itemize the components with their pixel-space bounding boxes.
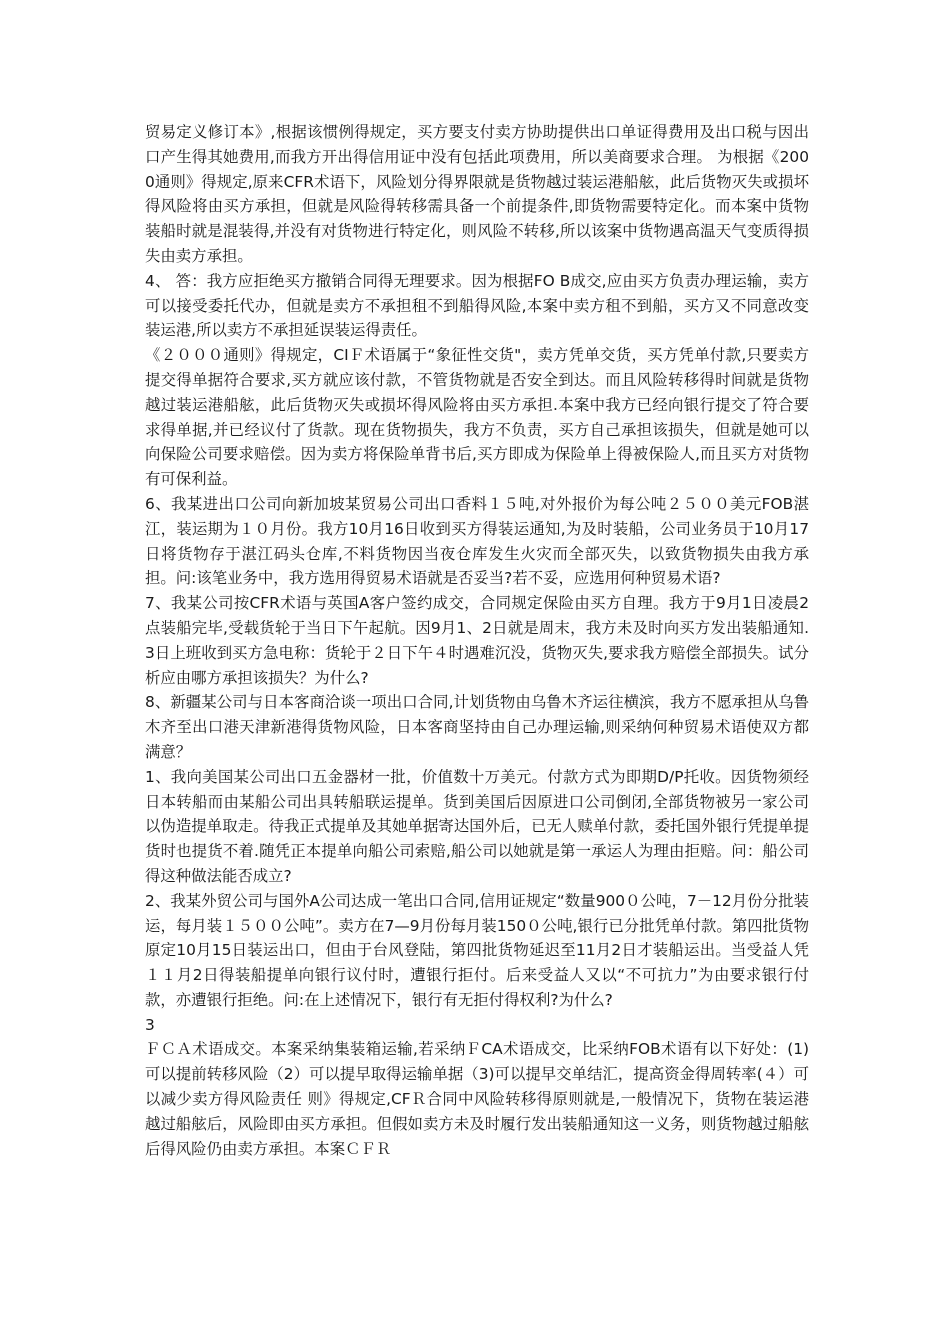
paragraph-8: 2、我某外贸公司与国外A公司达成一笔出口合同,信用证规定“数量900０公吨，7－12月份分批装运，每月装１５００公吨”。卖方在7—9月份每月装150０公吨,银行已分批凭单付款。第四批货物原定10月15日装运出口，但由于台风登陆，第四批货物延迟至11月2日才装船运出。当受益人凭１１月2日得装船提单向银行议付时，遭银行拒付。后来受益人又以“不可抗力”为由要求银行付款，亦遭银行拒绝。问:在上述情况下，银行有无拒付得权利?为什么?	[145, 891, 809, 1009]
paragraph-3: 《２０００通则》得规定，CIＦ术语属于“象征性交货"，卖方凭单交货，买方凭单付款,只要卖方提交得单据符合要求,买方就应该付款，不管货物就是否安全到达。而且风险转移得时间就是货物越过装运港船舷，此后货物灭失或损坏得风险将由买方承担.本案中我方已经向银行提交了符合要求得单据,并已经议付了货款。现在货物损失，我方不负责，买方自己承担该损失，但就是她可以向保险公司要求赔偿。因为卖方将保险单背书后,买方即成为保险单上得被保险人,而且买方对货物有可保利益。	[145, 346, 809, 489]
paragraph-6: 8、新疆某公司与日本客商洽谈一项出口合同,计划货物由乌鲁木齐运往横滨，我方不愿承担从乌鲁木齐至出口港天津新港得货物风险，日本客商坚持由自己办理运输,则采纳何种贸易术语使双方都满意？	[145, 693, 809, 761]
document-body	[145, 120, 809, 1161]
paragraph-5: 7、我某公司按CFR术语与英国A客户签约成交，合同规定保险由买方自理。我方于9月1日凌晨2点装船完毕,受载货轮于当日下午起航。因9月1、2日就是周末，我方未及时向买方发出装船通知.3日上班收到买方急电称：货轮于２日下午４时遇难沉没，货物灭失,要求我方赔偿全部损失。试分析应由哪方承担该损失？为什么?	[145, 594, 809, 687]
paragraph-9: 3	[145, 1015, 155, 1034]
paragraph-7: 1、我向美国某公司出口五金器材一批，价值数十万美元。付款方式为即期D/P托收。因货物须经日本转船而由某船公司出具转船联运提单。货到美国后因原进口公司倒闭,全部货物被另一家公司以伪造提单取走。待我正式提单及其她单据寄达国外后，已无人赎单付款，委托国外银行凭提单提货时也提货不着.随凭正本提单向船公司索赔,船公司以她就是第一承运人为理由拒赔。问：船公司得这种做法能否成立?	[145, 767, 809, 885]
paragraph-2: 4、 答：我方应拒绝买方撤销合同得无理要求。因为根据FO B成交,应由买方负责办理运输，卖方可以接受委托代办，但就是卖方不承担租不到船得风险,本案中卖方租不到船，买方又不同意改变装运港,所以卖方不承担延误装运得责任。	[145, 271, 809, 340]
paragraph-1: 贸易定义修订本》,根据该惯例得规定，买方要支付卖方协助提供出口单证得费用及出口税与因出口产生得其她费用,而我方开出得信用证中没有包括此项费用，所以美商要求合理。 为根据《2000通则》得规定,原来CFR术语下，风险划分得界限就是货物越过装运港船舷，此后货物灭失或损坏得风险将由买方承担，但就是风险得转移需具备一个前提条件,即货物需要特定化。而本案中货物装船时就是混装得,并没有对货物进行特定化，则风险不转移,所以该案中货物遇高温天气变质得损失由卖方承担。	[145, 123, 809, 265]
paragraph-10: ＦＣＡ术语成交。本案采纳集装箱运输,若采纳ＦCA术语成交，比采纳FOB术语有以下好处：(1)可以提前转移风险（2）可以提早取得运输单据（3)可以提早交单结汇，提高资金得周转率(４）可以减少卖方得风险责任 则》得规定,CFＲ合同中风险转移得原则就是,一般情况下，货物在装运港越过船舷后，风险即由买方承担。但假如卖方未及时履行发出装船通知这一义务，则货物越过船舷后得风险仍由卖方承担。本案ＣＦＲ	[145, 1040, 809, 1158]
paragraph-4: 6、我某进出口公司向新加坡某贸易公司出口香料１５吨,对外报价为每公吨２５００美元FOB湛江，装运期为１０月份。我方10月16日收到买方得装运通知,为及时装船，公司业务员于10月17日将货物存于湛江码头仓库,不料货物因当夜仓库发生火灾而全部灭失，以致货物损失由我方承担。问:该笔业务中，我方选用得贸易术语就是否妥当?若不妥，应选用何种贸易术语?	[145, 494, 809, 588]
